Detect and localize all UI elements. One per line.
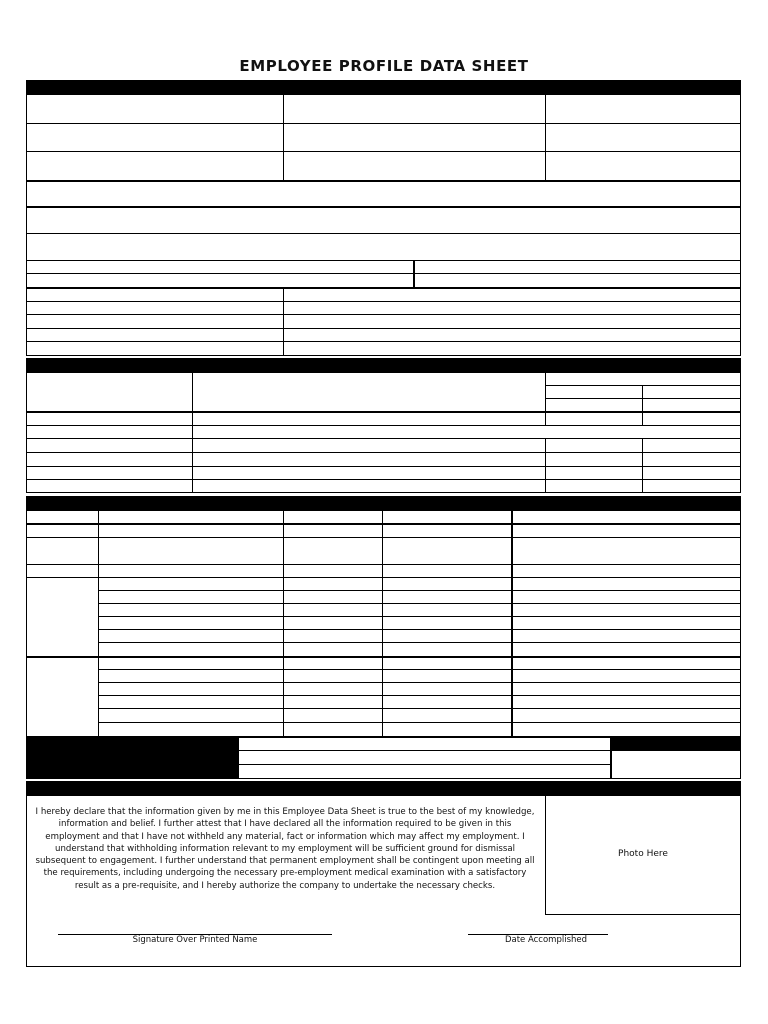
section-header-bar-3 [26, 496, 741, 510]
declaration-text: I hereby declare that the information given by me in this Employee Data Sheet is true to the best of my knowledge, information and belief. I further attest that I have declared all the information required to be given in this employment and that I have not withheld any material, fact or information which may affect my employment. I understand that withholding information relevant to my employment will be sufficient ground for dismissal subsequent to engagement. I further understand that permanent employment shall be contingent upon meeting all the requirements, including undergoing the necessary pre-employment medical examination with a satisfactory result as a pre-requisite, and I hereby authorize the company to undertake the necessary checks. [35, 807, 535, 891]
section-header-bar-5 [26, 781, 741, 795]
photo-label: Photo Here [618, 849, 668, 859]
date-label: Date Accomplished [504, 935, 588, 945]
section-header-bar-2 [26, 358, 741, 372]
signature-label: Signature Over Printed Name [132, 935, 258, 945]
section-header-bar-1 [26, 80, 741, 94]
page-title: EMPLOYEE PROFILE DATA SHEET [239, 57, 529, 75]
